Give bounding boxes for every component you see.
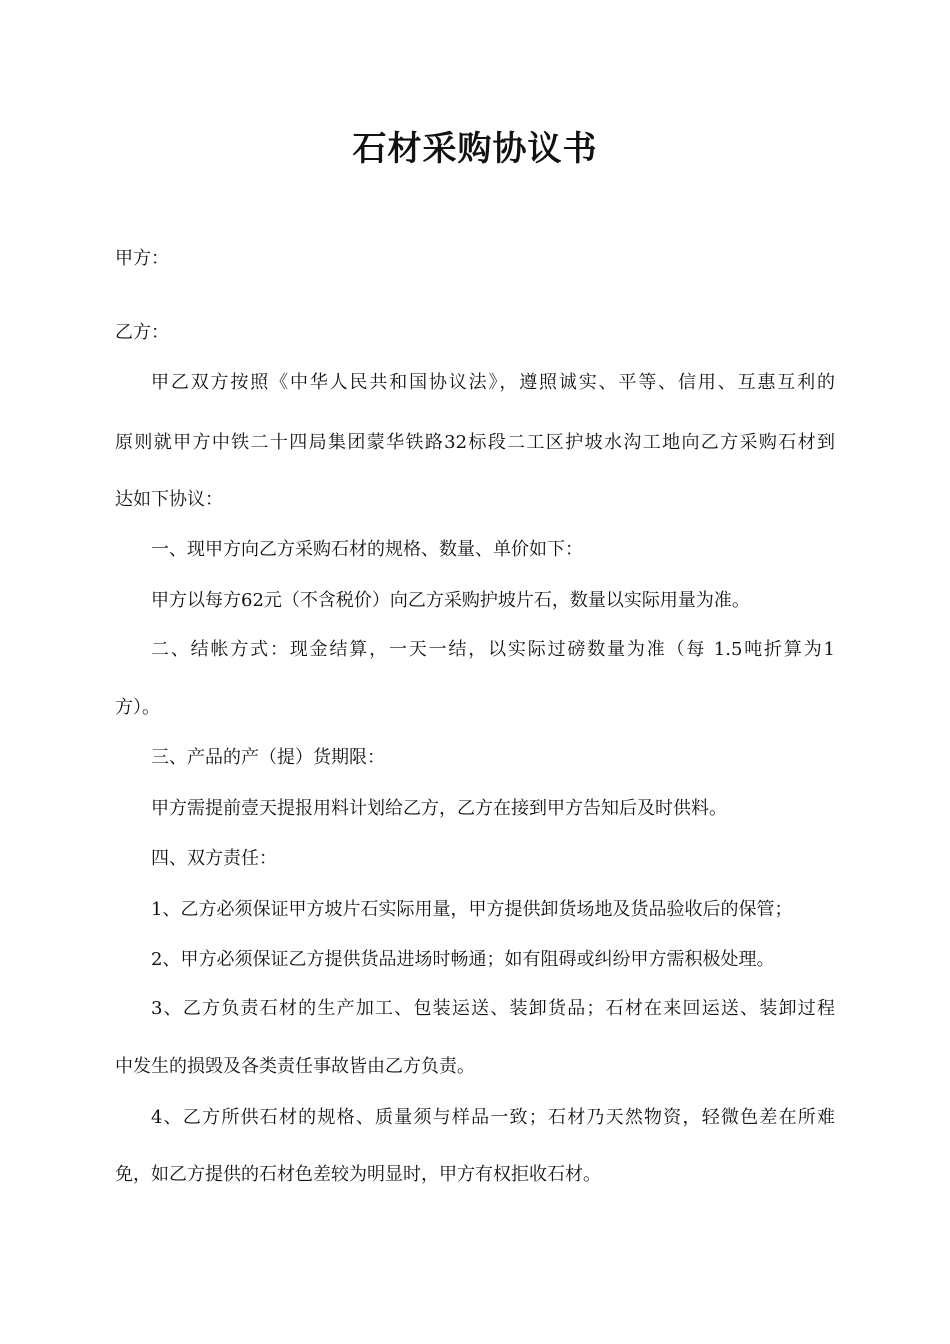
responsibility-item-3-line-1: 3、乙方负责石材的生产加工、包装运送、装卸货品；石材在来回运送、装卸过程 — [151, 998, 835, 1019]
responsibility-item-3-line-2: 中发生的损毁及各类责任事故皆由乙方负责。 — [115, 1056, 475, 1077]
document-title: 石材采购协议书 — [352, 129, 598, 169]
section-1-text: 甲方以每方62元（不含税价）向乙方采购护坡片石，数量以实际用量为准。 — [151, 590, 750, 611]
intro-paragraph-line-2: 原则就甲方中铁二十四局集团蒙华铁路32标段二工区护坡水沟工地向乙方采购石材到 — [115, 432, 835, 453]
section-3-text: 甲方需提前壹天提报用料计划给乙方，乙方在接到甲方告知后及时供料。 — [151, 798, 727, 819]
responsibility-item-1: 1、乙方必须保证甲方坡片石实际用量，甲方提供卸货场地及货品验收后的保管； — [151, 899, 793, 920]
intro-paragraph-line-1: 甲乙双方按照《中华人民共和国协议法》，遵照诚实、平等、信用、互惠互利的 — [151, 372, 835, 393]
section-2-line-1: 二、结帐方式：现金结算，一天一结，以实际过磅数量为准（每 1.5吨折算为1 — [151, 639, 835, 660]
section-4-heading: 四、双方责任： — [151, 848, 277, 869]
section-2-line-2: 方）。 — [115, 697, 160, 718]
party-b-label: 乙方： — [115, 322, 169, 343]
intro-paragraph-line-3: 达如下协议： — [115, 489, 223, 510]
party-a-label: 甲方： — [115, 248, 169, 269]
responsibility-item-4-line-1: 4、乙方所供石材的规格、质量须与样品一致；石材乃天然物资，轻微色差在所难 — [151, 1107, 835, 1128]
responsibility-item-2: 2、甲方必须保证乙方提供货品进场时畅通；如有阻碍或纠纷甲方需积极处理。 — [151, 949, 775, 970]
responsibility-item-4-line-2: 免，如乙方提供的石材色差较为明显时，甲方有权拒收石材。 — [115, 1164, 601, 1185]
section-3-heading: 三、产品的产（提）货期限： — [151, 747, 385, 768]
section-1-heading: 一、现甲方向乙方采购石材的规格、数量、单价如下： — [151, 539, 583, 560]
